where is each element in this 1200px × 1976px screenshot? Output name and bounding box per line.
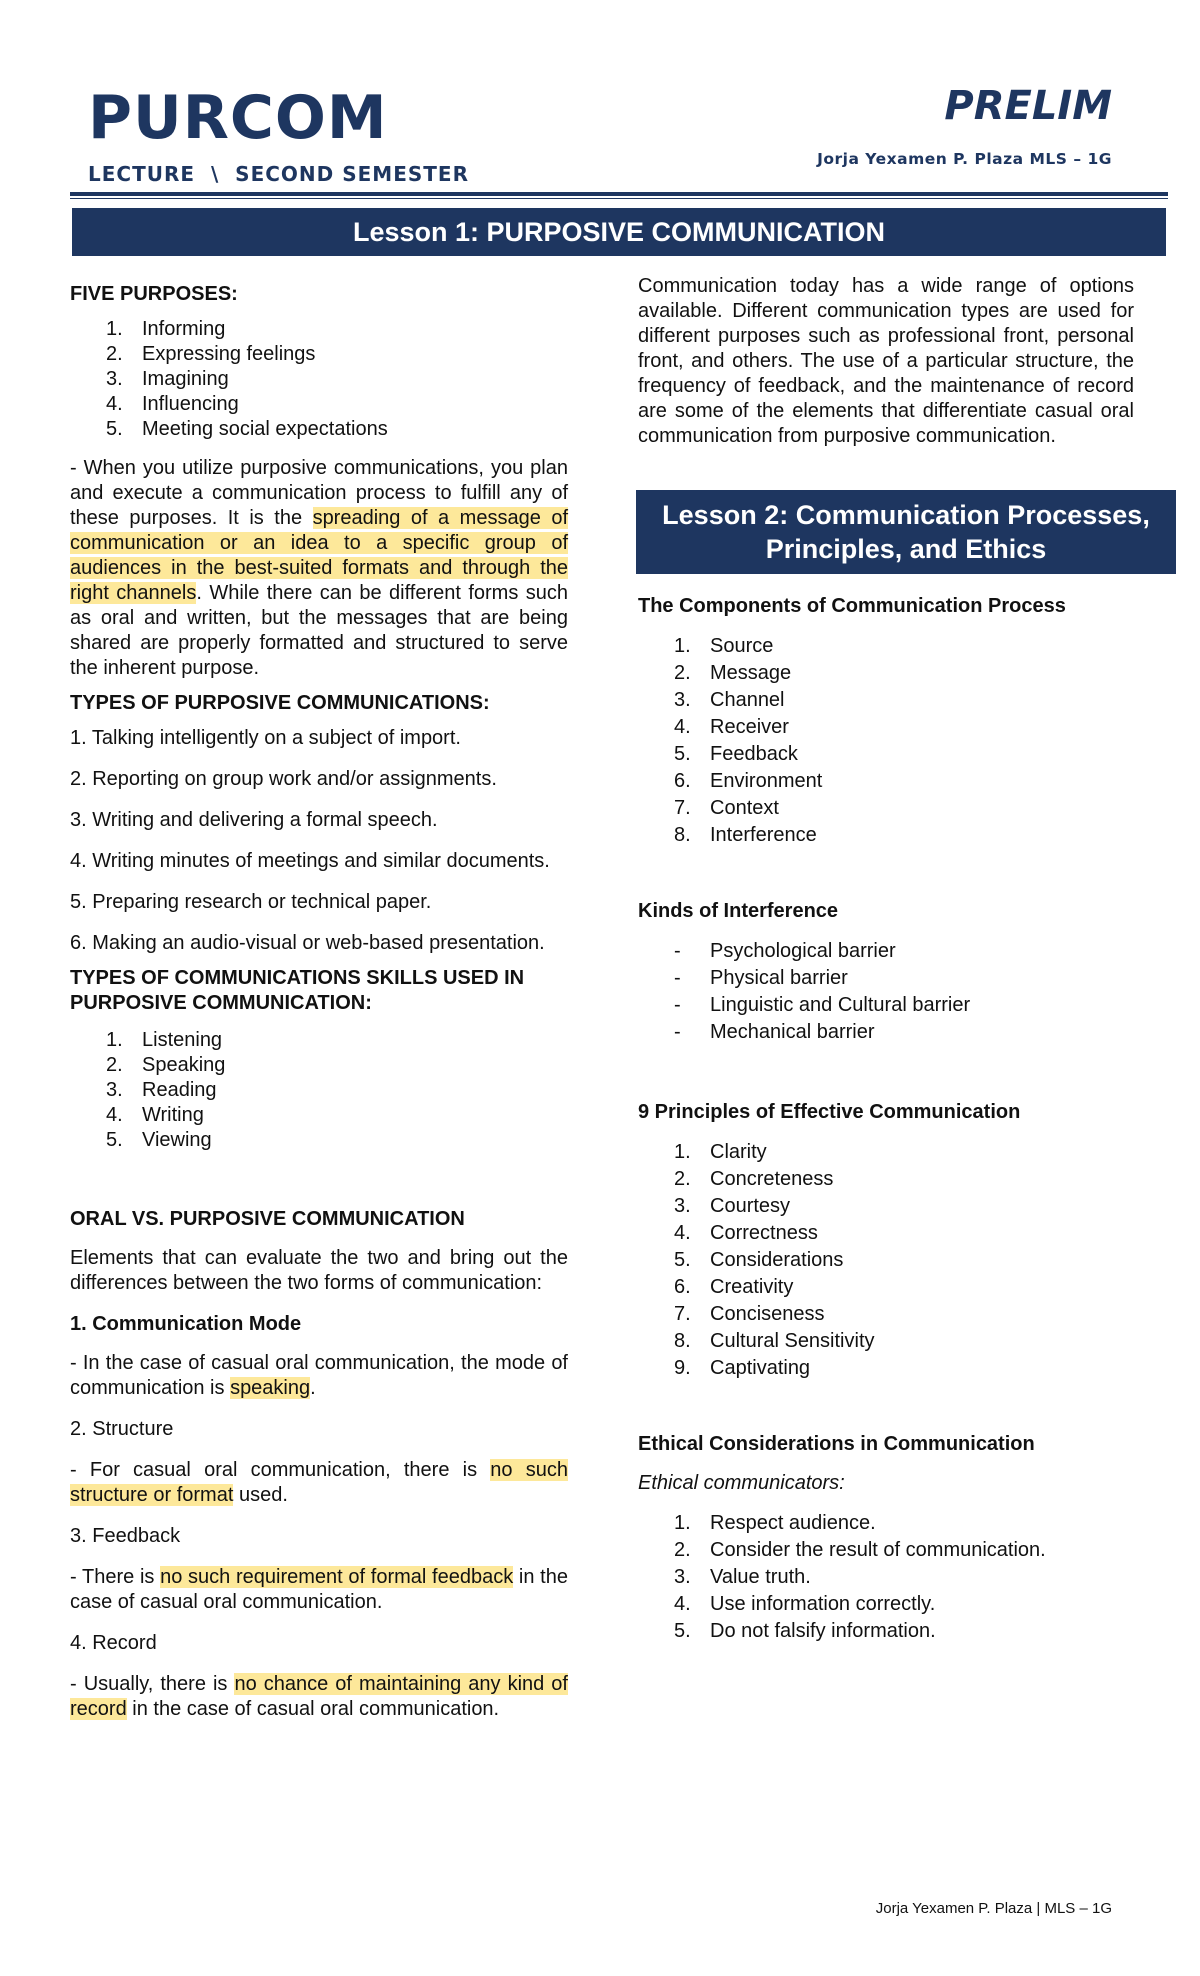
highlight: speaking <box>230 1377 311 1399</box>
course-subtitle: LECTURE \ SECOND SEMESTER <box>88 162 469 186</box>
header-rule-thin <box>70 198 1168 199</box>
list-item: 2. Consider the result of communication. <box>674 1539 1046 1561</box>
communication-intro: Communication today has a wide range of options available. Different communication types are used for different purposes such as professional front, personal front, and others. The use of a particular structure, the frequency of feedback, and the maintenance of record are some of the elements that differentiate casual oral communication from purposive communication. <box>638 275 1134 447</box>
ethics-list <box>638 1510 1134 1645</box>
list-item: 6. Creativity <box>674 1276 794 1298</box>
page-footer: Jorja Yexamen P. Plaza | MLS – 1G <box>875 1900 1112 1917</box>
type-item: 5. Preparing research or technical paper. <box>70 891 432 913</box>
list-item: 5. Viewing <box>106 1129 212 1151</box>
course-title: PURCOM <box>88 83 388 153</box>
interference-heading: Kinds of Interference <box>638 900 839 922</box>
ethics-subheading: Ethical communicators: <box>638 1472 845 1494</box>
list-item: 3. Channel <box>674 689 785 711</box>
list-item: - Mechanical barrier <box>674 1021 875 1043</box>
highlight: no chance of maintaining any kind of record <box>70 1673 568 1720</box>
list-item: 4. Use information correctly. <box>674 1593 936 1615</box>
principles-list <box>638 1139 1134 1382</box>
type-item: 2. Reporting on group work and/or assignments. <box>70 768 497 790</box>
record-heading: 4. Record <box>70 1632 157 1654</box>
record-text: - Usually, there is no chance of maintaining any kind of record in the case of casual oral communication. <box>70 1673 568 1720</box>
type-item: 6. Making an audio-visual or web-based presentation. <box>70 932 545 954</box>
list-item: 2. Speaking <box>106 1054 226 1076</box>
feedback-text: - There is no such requirement of formal feedback in the case of casual oral communication. <box>70 1566 568 1613</box>
list-item: 1. Informing <box>106 318 226 340</box>
highlight: no such requirement of formal feedback <box>160 1566 514 1588</box>
list-item: 2. Concreteness <box>674 1168 834 1190</box>
list-item: 1. Source <box>674 635 774 657</box>
header-left <box>88 83 469 186</box>
lesson2-title-line2: Principles, and Ethics <box>765 534 1047 564</box>
lesson2-content <box>638 594 1134 1655</box>
type-item: 4. Writing minutes of meetings and similar documents. <box>70 850 550 872</box>
list-item: 4. Influencing <box>106 393 239 415</box>
highlight: spreading of a message of communication or an idea to a specific group of audiences in the best-suited formats and through the right channels <box>70 507 568 604</box>
list-item: 4. Receiver <box>674 716 789 738</box>
list-item: 3. Value truth. <box>674 1566 811 1588</box>
five-purposes-heading: FIVE PURPOSES: <box>70 283 238 305</box>
type-item: 1. Talking intelligently on a subject of import. <box>70 727 461 749</box>
interference-list <box>638 938 1134 1046</box>
left-column <box>70 282 568 1732</box>
ethics-heading: Ethical Considerations in Communication <box>638 1433 1035 1455</box>
list-item: - Psychological barrier <box>674 940 896 962</box>
list-item: 3. Reading <box>106 1079 217 1101</box>
structure-text: - For casual oral communication, there is no such structure or format used. <box>70 1459 568 1506</box>
list-item: 6. Environment <box>674 770 823 792</box>
list-item: 4. Writing <box>106 1104 204 1126</box>
lesson2-title-line1: Lesson 2: Communication Processes, <box>662 500 1150 530</box>
mode-text: - In the case of casual oral communication, the mode of communication is speaking. <box>70 1352 568 1399</box>
lesson1-banner: Lesson 1: PURPOSIVE COMMUNICATION <box>72 208 1166 256</box>
list-item: - Physical barrier <box>674 967 848 989</box>
list-item: 1. Respect audience. <box>674 1512 876 1534</box>
components-heading: The Components of Communication Process <box>638 595 1066 617</box>
list-item: 2. Message <box>674 662 792 684</box>
purposive-intro-paragraph: - When you utilize purposive communications, you plan and execute a communication process to fulfill any of these purposes. It is the spreading of a message of communication or an idea to a specific group of audiences in the best-suited formats and through the right channels. While there can be different forms such as oral and written, but the messages that are being shared are properly formatted and structured to serve the inherent purpose. <box>70 457 568 679</box>
principles-heading: 9 Principles of Effective Communication <box>638 1101 1021 1123</box>
list-item: 8. Interference <box>674 824 817 846</box>
list-item: 8. Cultural Sensitivity <box>674 1330 875 1352</box>
list-item: 4. Correctness <box>674 1222 818 1244</box>
highlight: no such structure or format <box>70 1459 568 1506</box>
term-label: PRELIM <box>944 83 1112 129</box>
list-item: 1. Listening <box>106 1029 223 1051</box>
five-purposes-list <box>70 317 568 442</box>
right-column <box>638 274 1134 459</box>
feedback-heading: 3. Feedback <box>70 1525 181 1547</box>
list-item: 5. Feedback <box>674 743 798 765</box>
list-item: 7. Conciseness <box>674 1303 825 1325</box>
list-item: 5. Considerations <box>674 1249 844 1271</box>
structure-heading: 2. Structure <box>70 1418 174 1440</box>
list-item: 5. Meeting social expectations <box>106 418 388 440</box>
list-item: 3. Imagining <box>106 368 229 390</box>
oral-heading: ORAL VS. PURPOSIVE COMMUNICATION <box>70 1208 465 1230</box>
header-rule <box>70 192 1168 196</box>
skills-heading: TYPES OF COMMUNICATIONS SKILLS USED IN PURPOSIVE COMMUNICATION: <box>70 967 525 1014</box>
list-item: - Linguistic and Cultural barrier <box>674 994 971 1016</box>
type-item: 3. Writing and delivering a formal speech. <box>70 809 438 831</box>
lesson2-banner <box>636 490 1176 574</box>
list-item: 7. Context <box>674 797 779 819</box>
oral-intro: Elements that can evaluate the two and bring out the differences between the two forms of communication: <box>70 1247 568 1294</box>
header-right <box>817 83 1112 168</box>
types-heading: TYPES OF PURPOSIVE COMMUNICATIONS: <box>70 692 490 714</box>
components-list <box>638 633 1134 849</box>
list-item: 9. Captivating <box>674 1357 811 1379</box>
list-item: 2. Expressing feelings <box>106 343 316 365</box>
list-item: 1. Clarity <box>674 1141 767 1163</box>
author-label: Jorja Yexamen P. Plaza MLS – 1G <box>817 150 1112 168</box>
list-item: 3. Courtesy <box>674 1195 791 1217</box>
list-item: 5. Do not falsify information. <box>674 1620 936 1642</box>
mode-heading: 1. Communication Mode <box>70 1313 302 1335</box>
skills-list <box>70 1028 568 1153</box>
